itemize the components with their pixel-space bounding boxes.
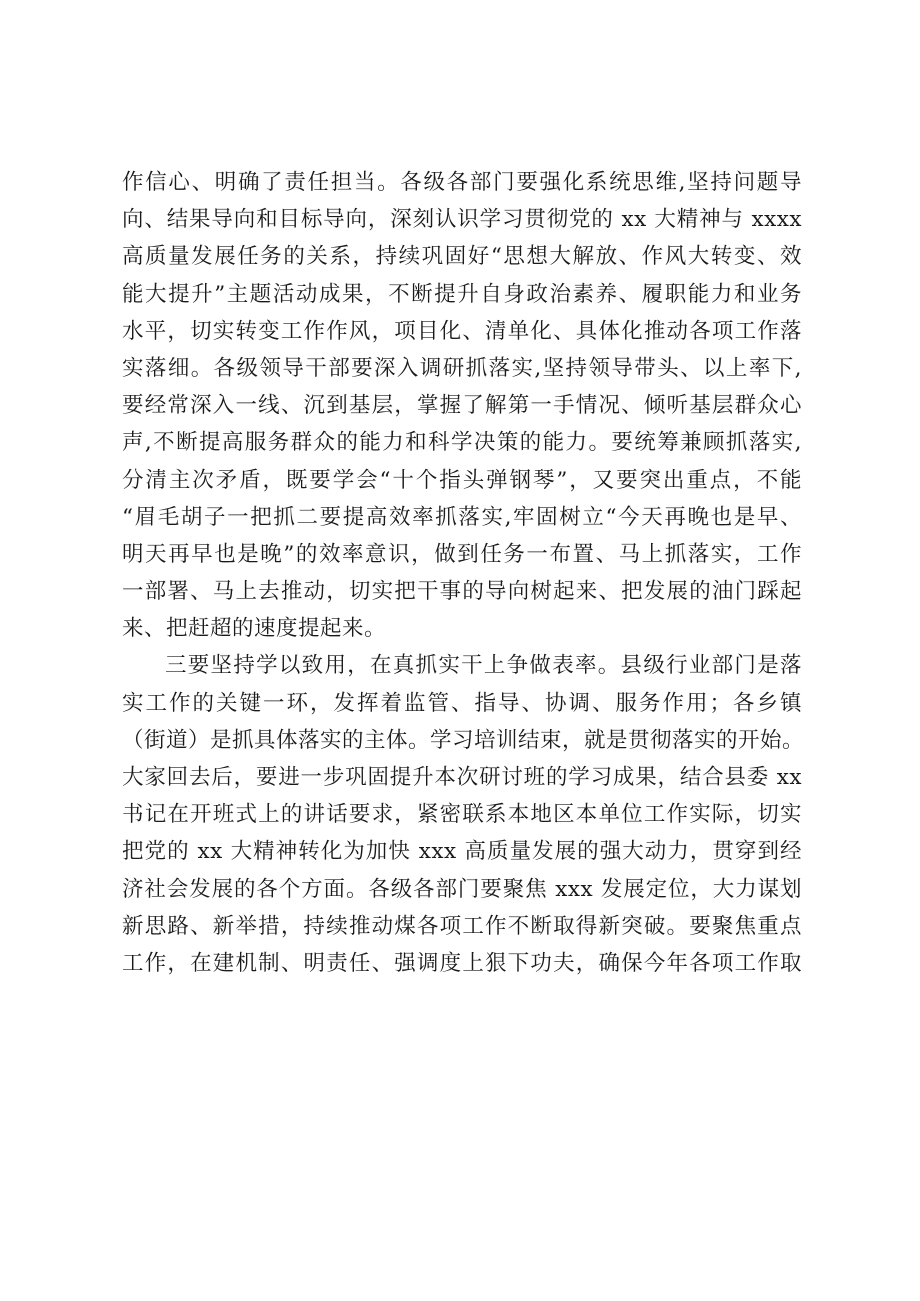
paragraph-1-line-11: 明天再早也是晚”的效率意识，做到任务一布置、马上抓落实，工作: [122, 541, 802, 567]
paragraph-1-line-12: 一部署、马上去推动，切实把干事的导向树起来、把发展的油门踩起: [122, 579, 802, 605]
paragraph-1-line-6: 实落细。各级领导干部要深入调研抓落实,坚持领导带头、以上率下,: [122, 355, 802, 381]
paragraph-1-line-10: “眉毛胡子一把抓二要提高效率抓落实,牢固树立“今天再晚也是早、: [122, 504, 802, 530]
paragraph-2-line-2: 实工作的关键一环，发挥着监管、指导、协调、服务作用；各乡镇: [122, 690, 802, 716]
paragraph-1-line-3: 高质量发展任务的关系，持续巩固好“思想大解放、作风大转变、效: [122, 244, 802, 270]
paragraph-1-line-1: 作信心、明确了责任担当。各级各部门要强化系统思维,坚持问题导: [122, 170, 802, 195]
paragraph-2-line-9: 工作，在建机制、明责任、强调度上狠下功夫，确保今年各项工作取: [122, 950, 802, 976]
paragraph-2-line-8: 新思路、新举措，持续推动煤各项工作不断取得新突破。要聚焦重点: [122, 913, 802, 939]
paragraph-1-line-2: 向、结果导向和目标导向，深刻认识学习贯彻党的 xx 大精神与 xxxx: [122, 207, 802, 233]
paragraph-2-line-1: 三要坚持学以致用，在真抓实干上争做表率。县级行业部门是落: [165, 653, 802, 679]
paragraph-2-line-3: （街道）是抓具体落实的主体。学习培训结束，就是贯彻落实的开始。: [122, 727, 805, 753]
paragraph-1-line-13: 来、把赶超的速度提起来。: [122, 616, 387, 642]
paragraph-2-line-7: 济社会发展的各个方面。各级各部门要聚焦 xxx 发展定位，大力谋划: [122, 876, 802, 902]
paragraph-1-line-7: 要经常深入一线、沉到基层，掌握了解第一手情况、倾听基层群众心: [122, 393, 802, 419]
paragraph-1-line-4: 能大提升”主题活动成果，不断提升自身政治素养、履职能力和业务: [122, 281, 802, 307]
document-body: [122, 164, 805, 982]
paragraph-1-line-9: 分清主次矛盾，既要学会“十个指头弹钢琴”，又要突出重点，不能: [122, 467, 802, 493]
paragraph-2-line-5: 书记在开班式上的讲话要求，紧密联系本地区本单位工作实际，切实: [122, 802, 802, 828]
paragraph-2-line-4: 大家回去后，要进一步巩固提升本次研讨班的学习成果，结合县委 xx: [122, 765, 802, 790]
paragraph-1-line-8: 声,不断提高服务群众的能力和科学决策的能力。要统筹兼顾抓落实,: [122, 430, 802, 456]
paragraph-1-line-5: 水平，切实转变工作作风，项目化、清单化、具体化推动各项工作落: [122, 318, 802, 344]
paragraph-2-line-6: 把党的 xx 大精神转化为加快 xxx 高质量发展的强大动力，贯穿到经: [122, 839, 802, 865]
